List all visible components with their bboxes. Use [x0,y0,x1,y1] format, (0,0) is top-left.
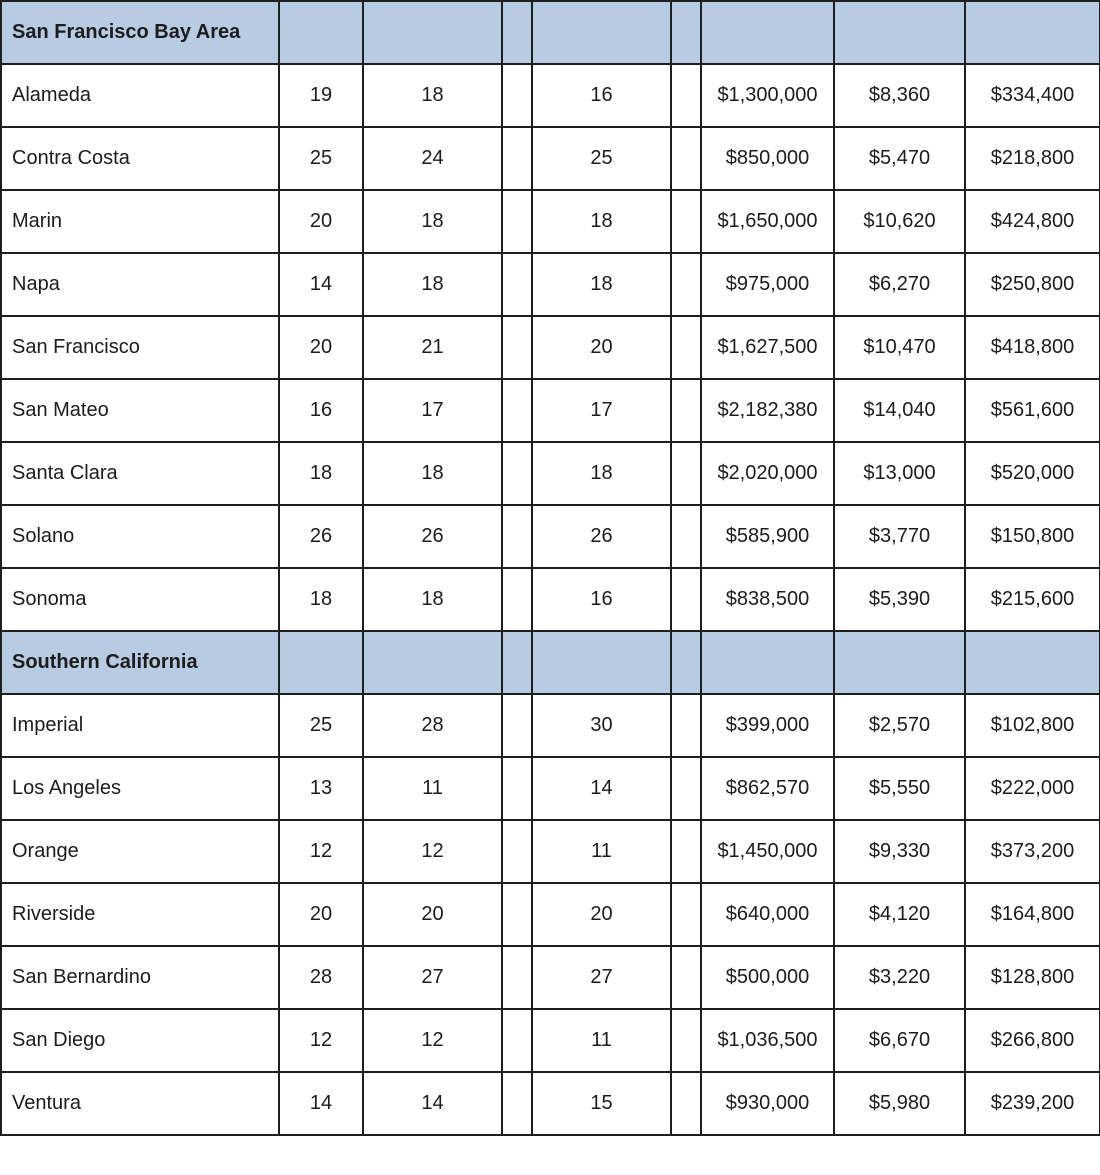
table-row [1,379,1100,442]
value-cell-2: 14 [363,1072,502,1135]
price-cell: $1,450,000 [701,820,834,883]
value-cell-3: 26 [532,505,671,568]
price-cell: $975,000 [701,253,834,316]
section-header-cell [502,1,532,64]
table-row [1,1072,1100,1135]
price-cell: $500,000 [701,946,834,1009]
value-cell-2: 17 [363,379,502,442]
value-cell-1: 26 [279,505,363,568]
price-cell: $1,650,000 [701,190,834,253]
price-cell: $585,900 [701,505,834,568]
value-cell-2: 27 [363,946,502,1009]
spacer-cell [671,757,701,820]
value-cell-1: 14 [279,1072,363,1135]
price-cell-3: $418,800 [965,316,1100,379]
county-name-cell: San Mateo [1,379,279,442]
price-cell-3: $150,800 [965,505,1100,568]
value-cell-1: 20 [279,190,363,253]
table-row [1,442,1100,505]
county-name-cell: Ventura [1,1072,279,1135]
county-name-cell: Solano [1,505,279,568]
county-name-cell: San Francisco [1,316,279,379]
section-title: Southern California [1,631,279,694]
price-cell-3: $250,800 [965,253,1100,316]
table-row [1,883,1100,946]
price-cell-2: $8,360 [834,64,965,127]
value-cell-2: 18 [363,568,502,631]
price-cell-3: $424,800 [965,190,1100,253]
spacer-cell [671,379,701,442]
county-name-cell: Los Angeles [1,757,279,820]
price-cell-3: $102,800 [965,694,1100,757]
value-cell-1: 20 [279,316,363,379]
spacer-cell [502,1072,532,1135]
table-row [1,820,1100,883]
spacer-cell [502,1009,532,1072]
price-cell-2: $13,000 [834,442,965,505]
price-cell: $1,300,000 [701,64,834,127]
spacer-cell [671,694,701,757]
spacer-cell [502,757,532,820]
price-cell-2: $6,270 [834,253,965,316]
value-cell-3: 15 [532,1072,671,1135]
section-header-row [1,631,1100,694]
section-header-cell [671,631,701,694]
section-header-cell [363,1,502,64]
value-cell-3: 18 [532,253,671,316]
value-cell-1: 12 [279,820,363,883]
county-name-cell: Contra Costa [1,127,279,190]
value-cell-1: 25 [279,127,363,190]
spacer-cell [502,568,532,631]
value-cell-3: 20 [532,883,671,946]
value-cell-2: 24 [363,127,502,190]
spacer-cell [671,127,701,190]
value-cell-1: 18 [279,442,363,505]
price-cell-3: $561,600 [965,379,1100,442]
value-cell-2: 28 [363,694,502,757]
price-cell-3: $520,000 [965,442,1100,505]
value-cell-2: 18 [363,190,502,253]
section-header-cell [834,631,965,694]
value-cell-3: 11 [532,820,671,883]
spacer-cell [671,64,701,127]
value-cell-3: 11 [532,1009,671,1072]
value-cell-3: 17 [532,379,671,442]
spacer-cell [502,190,532,253]
spacer-cell [502,316,532,379]
price-cell: $2,182,380 [701,379,834,442]
table-row [1,946,1100,1009]
value-cell-2: 12 [363,820,502,883]
section-header-cell [965,1,1100,64]
value-cell-1: 28 [279,946,363,1009]
county-name-cell: Sonoma [1,568,279,631]
price-cell: $930,000 [701,1072,834,1135]
price-cell-3: $239,200 [965,1072,1100,1135]
value-cell-1: 20 [279,883,363,946]
value-cell-3: 18 [532,442,671,505]
price-cell-2: $9,330 [834,820,965,883]
value-cell-1: 12 [279,1009,363,1072]
price-cell-2: $14,040 [834,379,965,442]
price-cell: $1,036,500 [701,1009,834,1072]
price-cell-3: $218,800 [965,127,1100,190]
section-header-cell [701,631,834,694]
value-cell-2: 18 [363,253,502,316]
value-cell-2: 18 [363,442,502,505]
price-cell-2: $10,620 [834,190,965,253]
table-row [1,757,1100,820]
section-header-cell [965,631,1100,694]
value-cell-3: 16 [532,64,671,127]
price-cell-2: $5,550 [834,757,965,820]
table-row [1,694,1100,757]
county-name-cell: Imperial [1,694,279,757]
price-cell: $640,000 [701,883,834,946]
spacer-cell [502,127,532,190]
section-header-cell [279,631,363,694]
price-cell-2: $2,570 [834,694,965,757]
value-cell-3: 18 [532,190,671,253]
price-cell-2: $10,470 [834,316,965,379]
price-cell: $2,020,000 [701,442,834,505]
value-cell-2: 26 [363,505,502,568]
section-header-cell [363,631,502,694]
table-row [1,127,1100,190]
county-name-cell: Orange [1,820,279,883]
price-cell-3: $222,000 [965,757,1100,820]
spacer-cell [502,253,532,316]
section-header-cell [701,1,834,64]
table-body [1,1,1100,1135]
spacer-cell [502,442,532,505]
price-cell-3: $128,800 [965,946,1100,1009]
table-row [1,253,1100,316]
price-cell: $399,000 [701,694,834,757]
spacer-cell [671,190,701,253]
value-cell-3: 20 [532,316,671,379]
value-cell-3: 30 [532,694,671,757]
value-cell-1: 14 [279,253,363,316]
county-name-cell: Riverside [1,883,279,946]
price-cell-2: $6,670 [834,1009,965,1072]
spacer-cell [502,820,532,883]
spacer-cell [671,253,701,316]
value-cell-3: 14 [532,757,671,820]
table-row [1,568,1100,631]
price-cell-3: $164,800 [965,883,1100,946]
spacer-cell [502,505,532,568]
value-cell-1: 25 [279,694,363,757]
spacer-cell [671,946,701,1009]
section-header-cell [671,1,701,64]
price-cell: $850,000 [701,127,834,190]
spacer-cell [502,946,532,1009]
county-name-cell: Santa Clara [1,442,279,505]
spacer-cell [671,1009,701,1072]
spacer-cell [671,1072,701,1135]
value-cell-2: 11 [363,757,502,820]
spacer-cell [671,883,701,946]
value-cell-1: 18 [279,568,363,631]
value-cell-2: 18 [363,64,502,127]
county-name-cell: Napa [1,253,279,316]
spacer-cell [671,316,701,379]
price-cell-3: $266,800 [965,1009,1100,1072]
table-row [1,64,1100,127]
table-row [1,505,1100,568]
price-cell-2: $3,220 [834,946,965,1009]
section-header-cell [532,1,671,64]
price-cell-3: $215,600 [965,568,1100,631]
price-cell-3: $334,400 [965,64,1100,127]
value-cell-1: 19 [279,64,363,127]
section-title: San Francisco Bay Area [1,1,279,64]
price-cell-2: $5,470 [834,127,965,190]
value-cell-3: 25 [532,127,671,190]
price-cell: $838,500 [701,568,834,631]
table-row [1,1009,1100,1072]
table-row [1,190,1100,253]
value-cell-3: 16 [532,568,671,631]
value-cell-2: 21 [363,316,502,379]
value-cell-3: 27 [532,946,671,1009]
spacer-cell [671,820,701,883]
price-cell-3: $373,200 [965,820,1100,883]
section-header-cell [834,1,965,64]
price-cell-2: $5,980 [834,1072,965,1135]
price-cell: $1,627,500 [701,316,834,379]
price-cell: $862,570 [701,757,834,820]
price-cell-2: $3,770 [834,505,965,568]
section-header-cell [502,631,532,694]
county-name-cell: Marin [1,190,279,253]
table-row [1,316,1100,379]
section-header-cell [532,631,671,694]
price-cell-2: $5,390 [834,568,965,631]
spacer-cell [671,505,701,568]
section-header-row [1,1,1100,64]
county-name-cell: Alameda [1,64,279,127]
spacer-cell [502,694,532,757]
spacer-cell [671,568,701,631]
county-name-cell: San Bernardino [1,946,279,1009]
spacer-cell [502,64,532,127]
value-cell-2: 12 [363,1009,502,1072]
price-cell-2: $4,120 [834,883,965,946]
county-name-cell: San Diego [1,1009,279,1072]
value-cell-1: 13 [279,757,363,820]
spacer-cell [502,379,532,442]
spacer-cell [502,883,532,946]
value-cell-2: 20 [363,883,502,946]
spacer-cell [671,442,701,505]
section-header-cell [279,1,363,64]
value-cell-1: 16 [279,379,363,442]
